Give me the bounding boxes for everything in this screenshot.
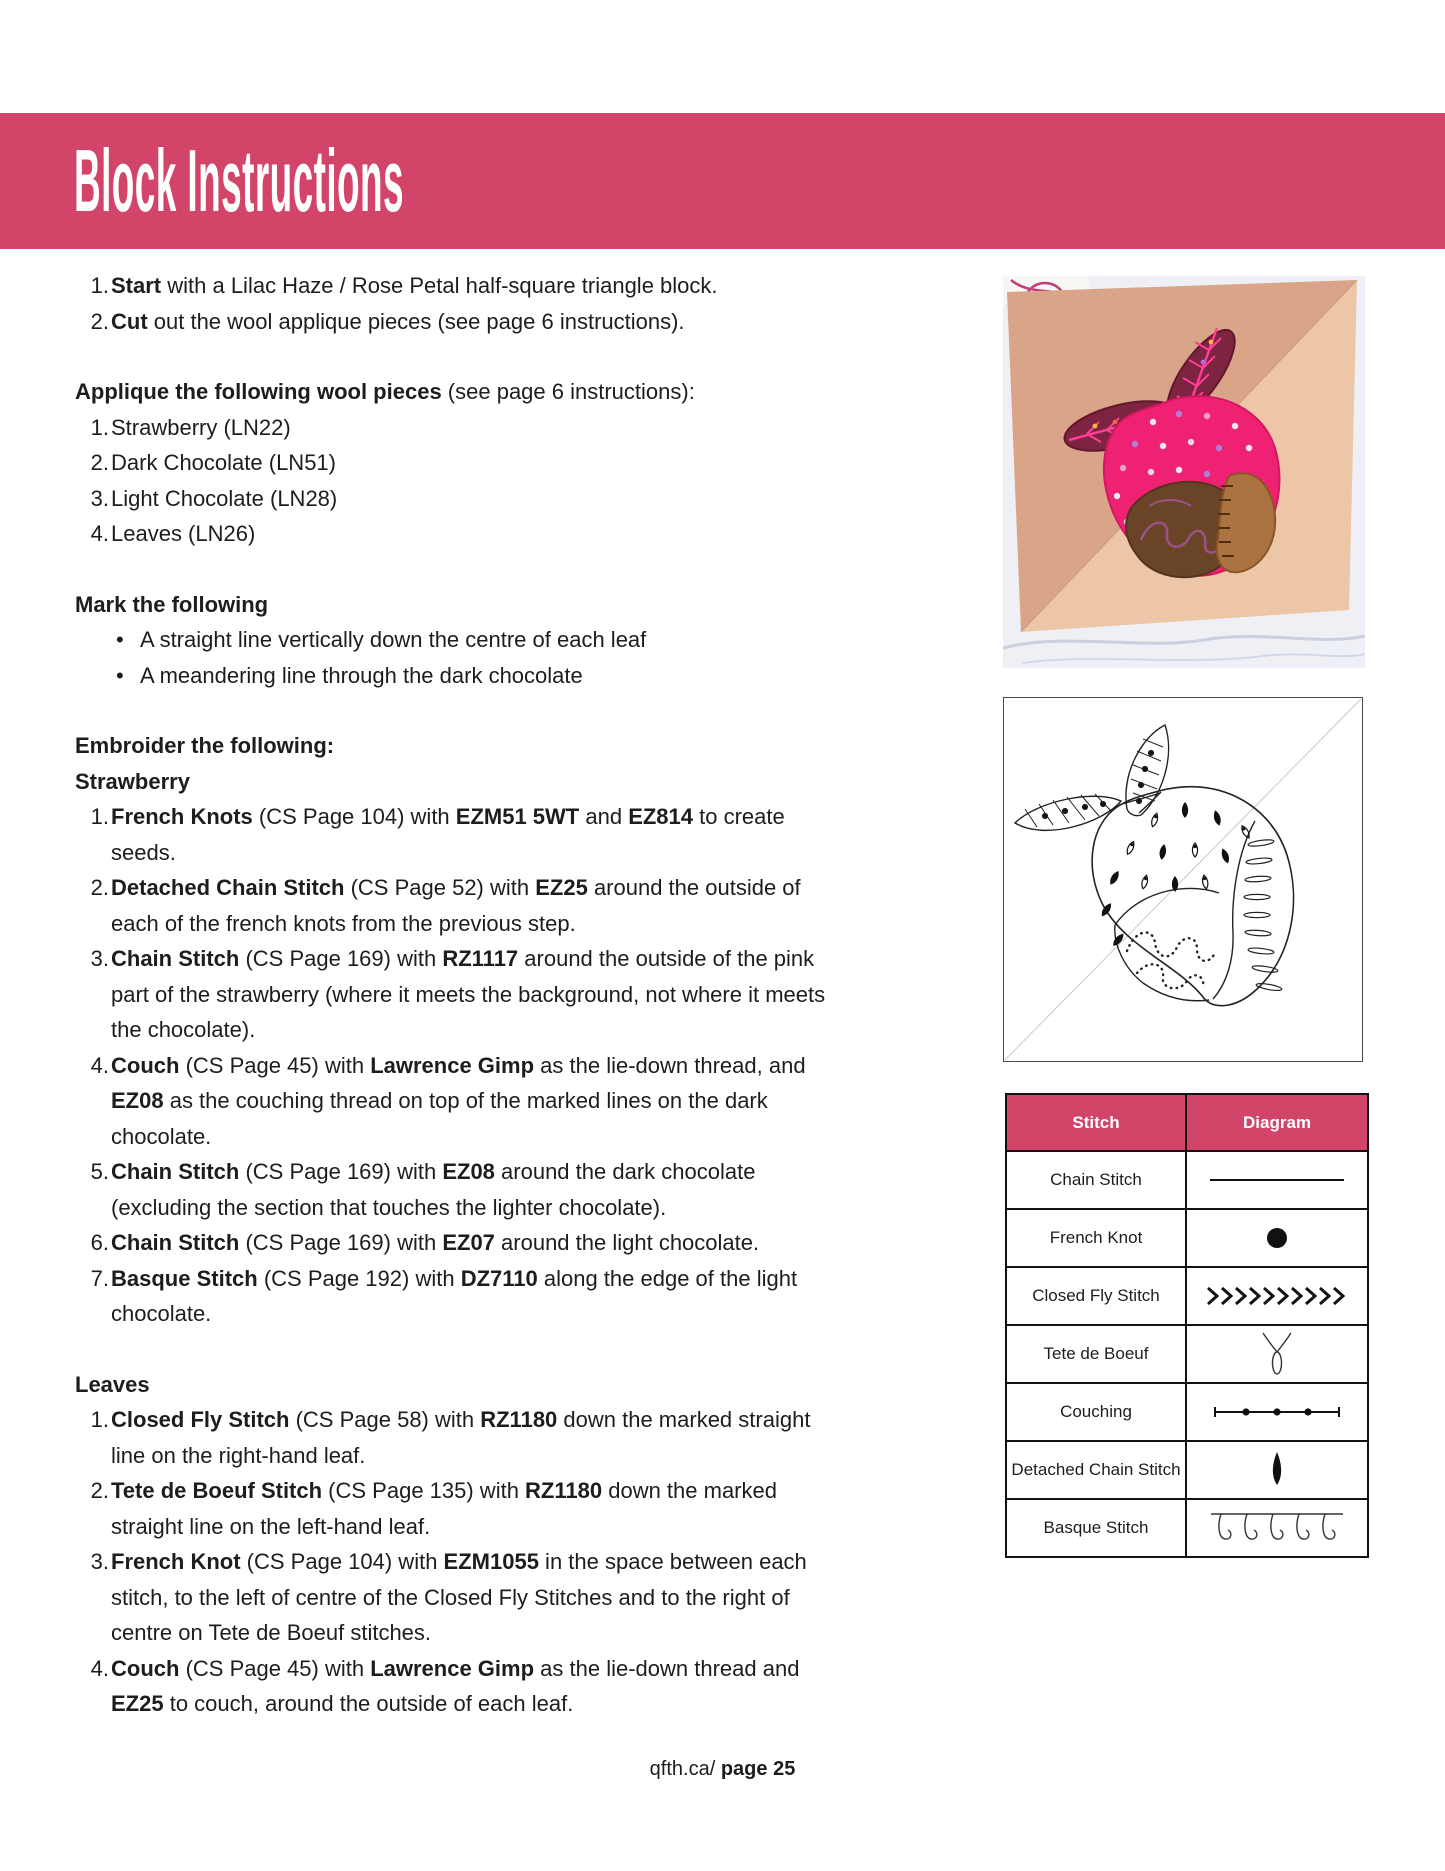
stitch-name-cell: Couching [1006,1383,1186,1441]
list-item: Dark Chocolate (LN51) [111,450,336,475]
header-bar [0,113,1445,249]
stitch-name-cell: Detached Chain Stitch [1006,1441,1186,1499]
intro-steps-list [75,268,837,339]
list-item: French Knots (CS Page 104) with EZM51 5WT and EZ814 to create seeds. [111,804,785,865]
stitch-column-header: Stitch [1006,1094,1186,1151]
list-item: Closed Fly Stitch (CS Page 58) with RZ1180 down the marked straight line on the right-hand leaf. [111,1407,811,1468]
applique-heading: Applique the following wool pieces (see page 6 instructions): [75,379,695,404]
page-title: Block Instructions [74,131,404,230]
strawberry-steps-list [75,799,837,1332]
list-item: Couch (CS Page 45) with Lawrence Gimp as the lie-down thread, and EZ08 as the couching thread on top of the marked lines on the dark chocolate. [111,1052,806,1149]
table-row [1006,1151,1368,1209]
basque-stitch-icon [1207,1508,1347,1548]
list-item: Chain Stitch (CS Page 169) with EZ08 around the dark chocolate (excluding the section that touches the lighter chocolate). [111,1159,756,1220]
stitch-placement-diagram [1003,697,1363,1062]
table-row [1006,1441,1368,1499]
list-item: • A straight line vertically down the centre of each leaf [140,622,837,658]
stitch-name-cell: Basque Stitch [1006,1499,1186,1557]
list-item: Detached Chain Stitch (CS Page 52) with EZ25 around the outside of each of the french knots from the previous step. [111,875,801,936]
table-row [1006,1209,1368,1267]
leaves-steps-list [75,1402,837,1722]
instructions-column [75,268,837,1722]
strawberry-block-photo-image [1003,276,1365,668]
strawberry-heading: Strawberry [75,768,190,794]
list-item: Tete de Boeuf Stitch (CS Page 135) with RZ1180 down the marked straight line on the left-hand leaf. [111,1478,777,1539]
tete-de-boeuf-icon [1255,1330,1299,1378]
list-item: Chain Stitch (CS Page 169) with RZ1117 around the outside of the pink part of the strawberry (where it meets the background, not where it meets the chocolate). [111,946,826,1042]
stitch-table [1005,1093,1369,1558]
diagram-cell [1186,1209,1368,1267]
table-row [1006,1383,1368,1441]
table-row [1006,1267,1368,1325]
table-header-row [1006,1094,1368,1151]
list-item: Light Chocolate (LN28) [111,485,338,511]
list-item: Strawberry (LN22) [111,414,291,440]
table-row [1006,1325,1368,1383]
stitch-name-cell: Chain Stitch [1006,1151,1186,1209]
footer-page-number: page 25 [720,1758,796,1780]
diagram-cell [1186,1383,1368,1441]
diagram-cell [1186,1267,1368,1325]
detached-chain-stitch-icon [1265,1450,1289,1490]
list-item: French Knot (CS Page 104) with EZM1055 in the space between each stitch, to the left of centre of the Closed Fly Stitches and to the right of centre on Tete de Boeuf stitches. [111,1549,807,1645]
diagram-cell [1186,1499,1368,1557]
block-photo [1003,276,1365,668]
table-row [1006,1499,1368,1557]
stitch-name-cell: Closed Fly Stitch [1006,1267,1186,1325]
closed-fly-stitch-icon [1202,1283,1352,1309]
chain-stitch-icon [1202,1168,1352,1192]
couching-icon [1207,1400,1347,1424]
list-item: Chain Stitch (CS Page 169) with EZ07 around the light chocolate. [111,1230,760,1255]
list-item: • A meandering line through the dark chocolate [140,658,837,694]
embroider-heading: Embroider the following: [75,733,335,758]
list-item: Leaves (LN26) [111,521,256,546]
stitch-name-cell: Tete de Boeuf [1006,1325,1186,1383]
leaves-heading: Leaves [75,1371,150,1397]
diagram-column-header: Diagram [1186,1094,1368,1151]
diagram-cell [1186,1151,1368,1209]
french-knot-icon [1262,1223,1292,1253]
stitch-name-cell: French Knot [1006,1209,1186,1267]
mark-heading: Mark the following [75,591,269,617]
diagram-cell [1186,1325,1368,1383]
diagram-cell [1186,1441,1368,1499]
list-item: Cut out the wool applique pieces (see page 6 instructions). [111,308,685,334]
stitch-placement-diagram-drawing [1003,697,1363,1062]
list-item: Start with a Lilac Haze / Rose Petal half-square triangle block. [111,273,718,298]
footer-site: qfth.ca/ [649,1758,716,1780]
list-item: Couch (CS Page 45) with Lawrence Gimp as the lie-down thread and EZ25 to couch, around the outside of each leaf. [111,1655,800,1716]
list-item: Basque Stitch (CS Page 192) with DZ7110 along the edge of the light chocolate. [111,1265,798,1326]
page-footer [0,1758,1445,1781]
applique-list [75,410,837,552]
mark-bullet-list [75,622,837,693]
